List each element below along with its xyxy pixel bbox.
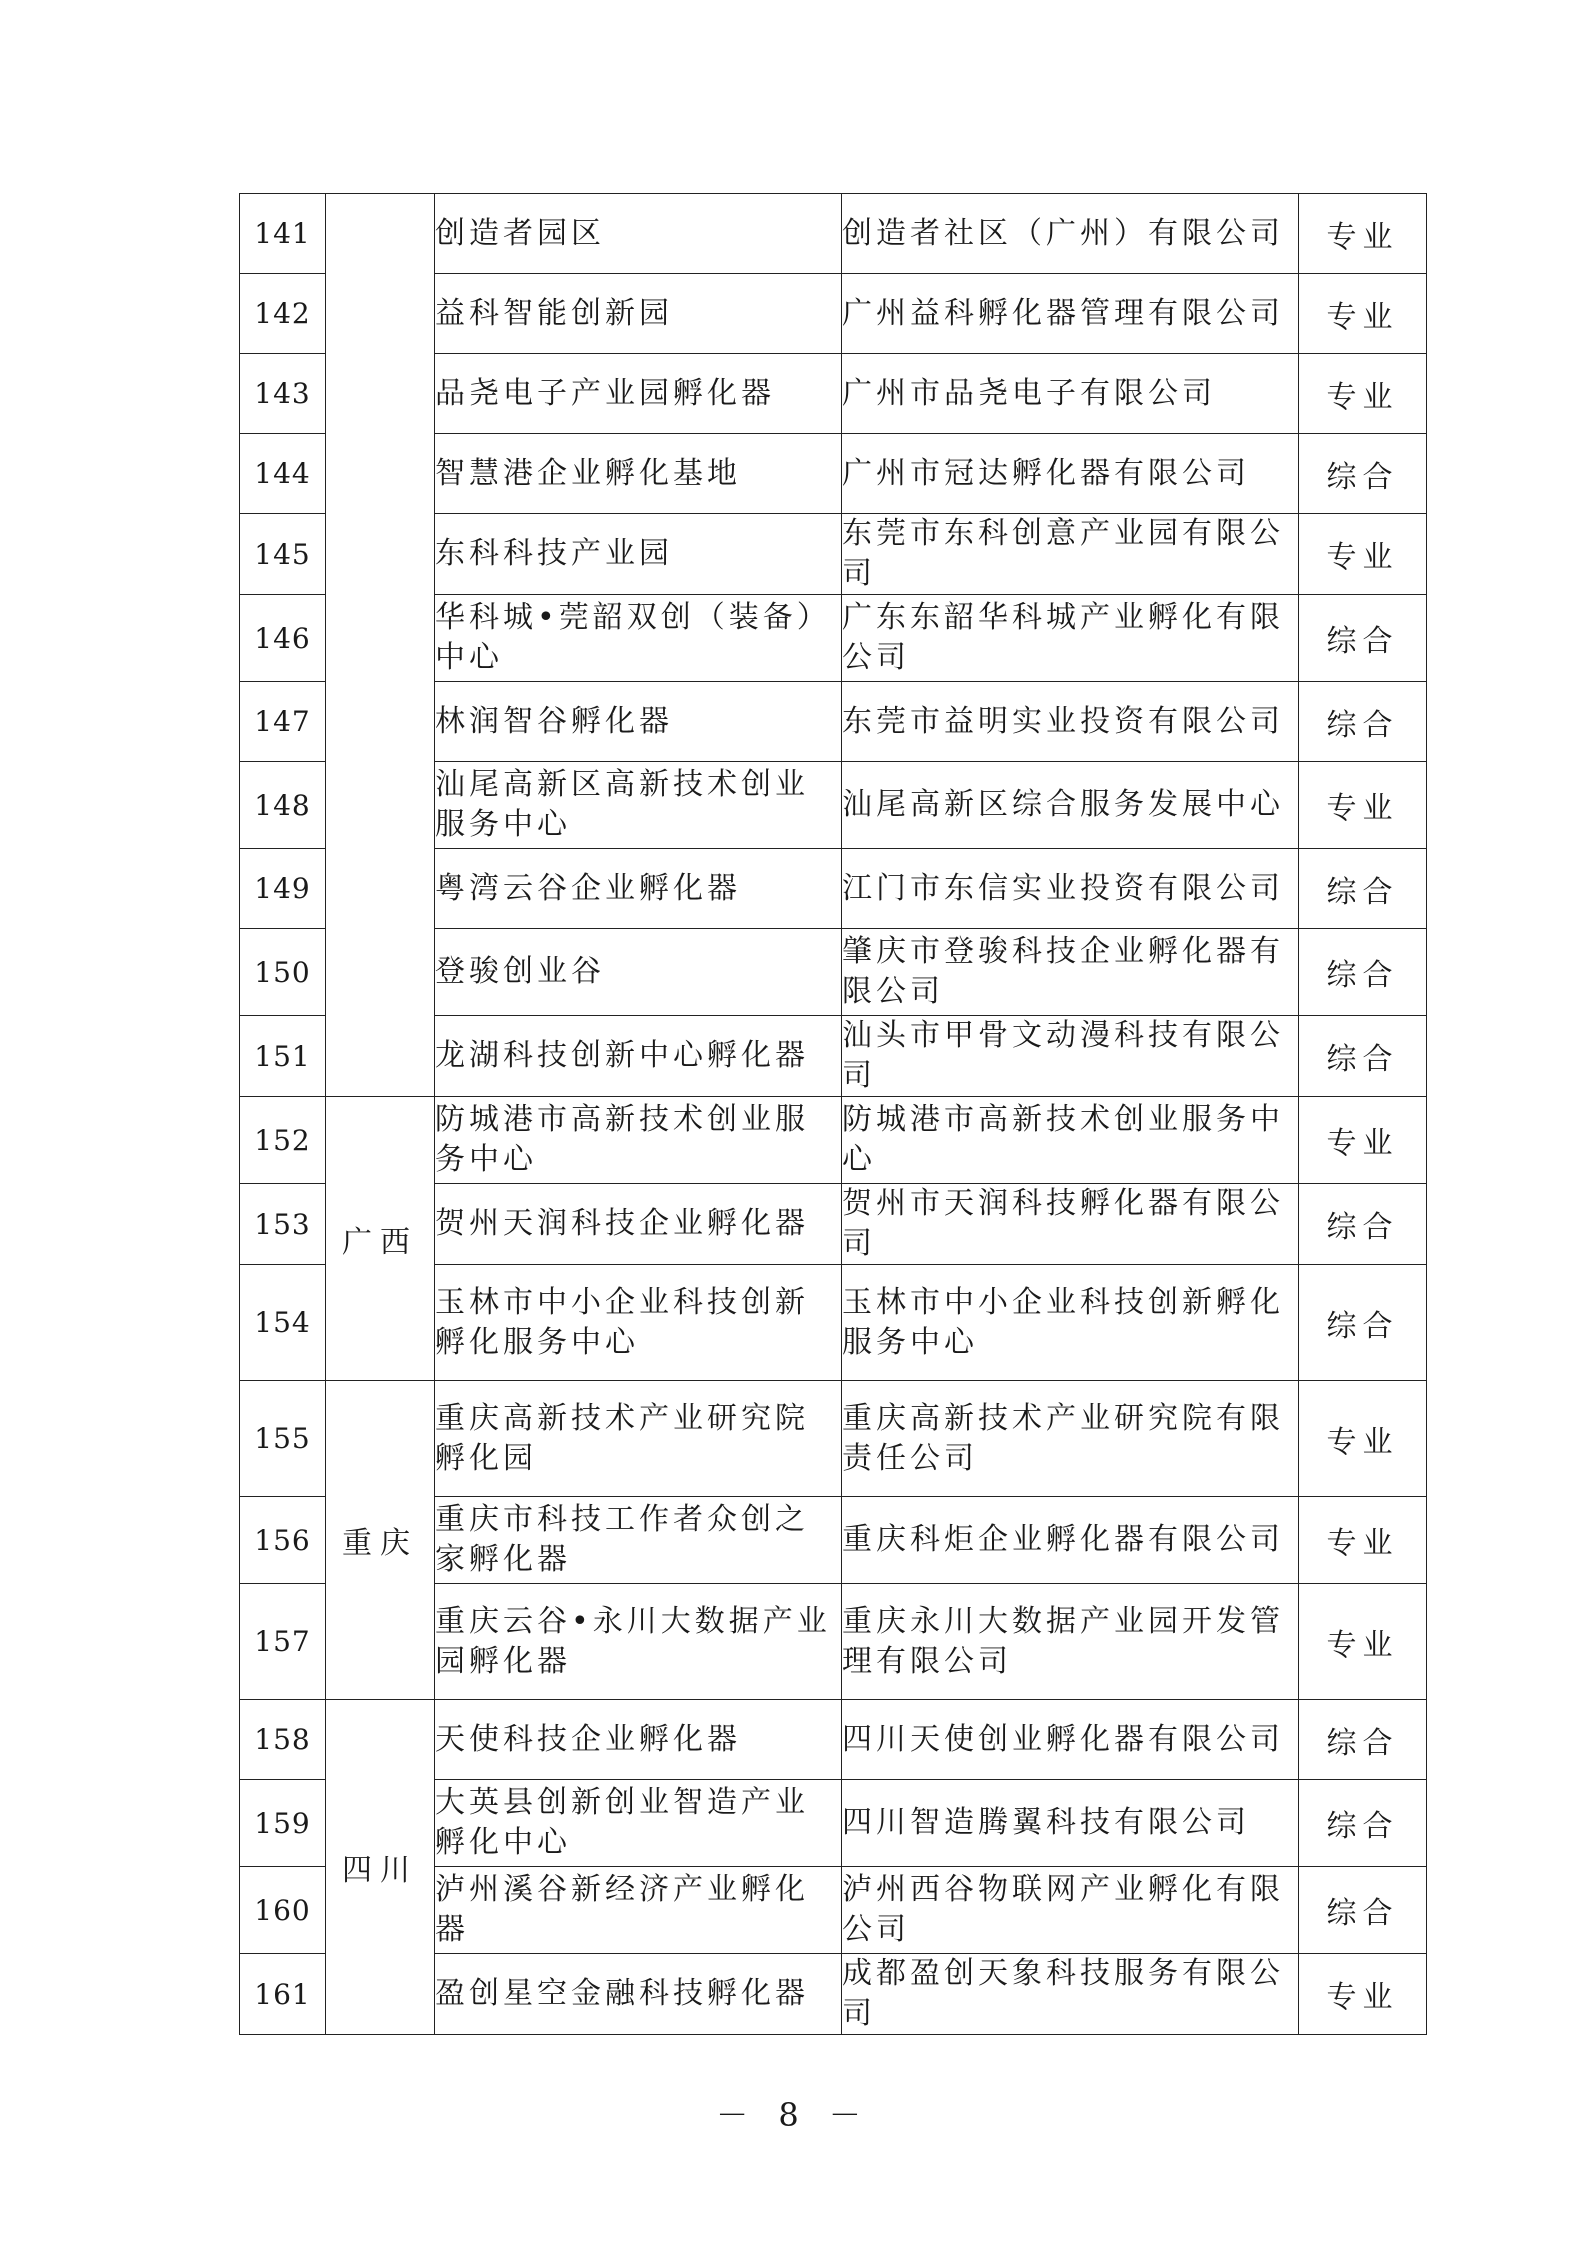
province-cell: 重庆: [326, 1381, 435, 1700]
incubator-name: 大英县创新创业智造产业孵化中心: [435, 1780, 842, 1867]
row-number: 145: [240, 514, 326, 595]
row-number: 156: [240, 1497, 326, 1584]
incubator-type: 综合: [1299, 1700, 1427, 1780]
operating-company: 防城港市高新技术创业服务中心: [842, 1097, 1299, 1184]
incubator-type: 综合: [1299, 682, 1427, 762]
row-number: 148: [240, 762, 326, 849]
row-number: 143: [240, 354, 326, 434]
incubator-type: 综合: [1299, 1780, 1427, 1867]
row-number: 149: [240, 849, 326, 929]
incubator-type: 综合: [1299, 1867, 1427, 1954]
incubator-type: 综合: [1299, 929, 1427, 1016]
operating-company: 广州市冠达孵化器有限公司: [842, 434, 1299, 514]
incubator-name: 粤湾云谷企业孵化器: [435, 849, 842, 929]
operating-company: 东莞市益明实业投资有限公司: [842, 682, 1299, 762]
row-number: 158: [240, 1700, 326, 1780]
incubator-type: 专业: [1299, 514, 1427, 595]
incubator-name: 重庆市科技工作者众创之家孵化器: [435, 1497, 842, 1584]
incubator-type: 专业: [1299, 1381, 1427, 1497]
row-number: 154: [240, 1265, 326, 1381]
operating-company: 肇庆市登骏科技企业孵化器有限公司: [842, 929, 1299, 1016]
operating-company: 重庆永川大数据产业园开发管理有限公司: [842, 1584, 1299, 1700]
row-number: 155: [240, 1381, 326, 1497]
row-number: 144: [240, 434, 326, 514]
incubator-type: 专业: [1299, 354, 1427, 434]
operating-company: 成都盈创天象科技服务有限公司: [842, 1954, 1299, 2035]
incubator-name: 登骏创业谷: [435, 929, 842, 1016]
incubator-name: 泸州溪谷新经济产业孵化器: [435, 1867, 842, 1954]
incubator-type: 综合: [1299, 1184, 1427, 1265]
incubator-name: 汕尾高新区高新技术创业服务中心: [435, 762, 842, 849]
operating-company: 创造者社区（广州）有限公司: [842, 194, 1299, 274]
incubator-type: 专业: [1299, 1954, 1427, 2035]
table-row: [240, 194, 1427, 274]
incubator-type: 专业: [1299, 1497, 1427, 1584]
operating-company: 东莞市东科创意产业园有限公司: [842, 514, 1299, 595]
operating-company: 广州市品尧电子有限公司: [842, 354, 1299, 434]
row-number: 147: [240, 682, 326, 762]
incubator-type: 综合: [1299, 1265, 1427, 1381]
row-number: 157: [240, 1584, 326, 1700]
incubator-name: 天使科技企业孵化器: [435, 1700, 842, 1780]
operating-company: 四川智造腾翼科技有限公司: [842, 1780, 1299, 1867]
incubator-name: 智慧港企业孵化基地: [435, 434, 842, 514]
incubator-name: 林润智谷孵化器: [435, 682, 842, 762]
operating-company: 玉林市中小企业科技创新孵化服务中心: [842, 1265, 1299, 1381]
row-number: 151: [240, 1016, 326, 1097]
incubator-type: 专业: [1299, 274, 1427, 354]
operating-company: 汕头市甲骨文动漫科技有限公司: [842, 1016, 1299, 1097]
incubator-name: 华科城•莞韶双创（装备）中心: [435, 595, 842, 682]
row-number: 146: [240, 595, 326, 682]
incubator-name: 品尧电子产业园孵化器: [435, 354, 842, 434]
incubator-type: 综合: [1299, 849, 1427, 929]
row-number: 141: [240, 194, 326, 274]
incubator-type: 专业: [1299, 1584, 1427, 1700]
incubator-type: 专业: [1299, 762, 1427, 849]
operating-company: 泸州西谷物联网产业孵化有限公司: [842, 1867, 1299, 1954]
incubator-name: 玉林市中小企业科技创新孵化服务中心: [435, 1265, 842, 1381]
incubator-name: 东科科技产业园: [435, 514, 842, 595]
incubator-name: 防城港市高新技术创业服务中心: [435, 1097, 842, 1184]
incubator-type: 综合: [1299, 595, 1427, 682]
incubator-type: 专业: [1299, 194, 1427, 274]
row-number: 153: [240, 1184, 326, 1265]
province-cell: [326, 194, 435, 1097]
row-number: 160: [240, 1867, 326, 1954]
row-number: 159: [240, 1780, 326, 1867]
table-row: [240, 1700, 1427, 1780]
operating-company: 广东东韶华科城产业孵化有限公司: [842, 595, 1299, 682]
operating-company: 贺州市天润科技孵化器有限公司: [842, 1184, 1299, 1265]
incubator-type: 综合: [1299, 434, 1427, 514]
operating-company: 江门市东信实业投资有限公司: [842, 849, 1299, 929]
row-number: 152: [240, 1097, 326, 1184]
table-row: [240, 1097, 1427, 1184]
operating-company: 重庆高新技术产业研究院有限责任公司: [842, 1381, 1299, 1497]
incubator-name: 龙湖科技创新中心孵化器: [435, 1016, 842, 1097]
province-cell: 广西: [326, 1097, 435, 1381]
incubator-name: 创造者园区: [435, 194, 842, 274]
province-cell: 四川: [326, 1700, 435, 2035]
table-row: [240, 1381, 1427, 1497]
incubator-name: 益科智能创新园: [435, 274, 842, 354]
page-number: － 8 －: [716, 2096, 871, 2134]
row-number: 142: [240, 274, 326, 354]
incubator-name: 重庆云谷•永川大数据产业园孵化器: [435, 1584, 842, 1700]
operating-company: 汕尾高新区综合服务发展中心: [842, 762, 1299, 849]
operating-company: 四川天使创业孵化器有限公司: [842, 1700, 1299, 1780]
incubator-name: 盈创星空金融科技孵化器: [435, 1954, 842, 2035]
incubator-type: 专业: [1299, 1097, 1427, 1184]
incubator-name: 重庆高新技术产业研究院孵化园: [435, 1381, 842, 1497]
row-number: 150: [240, 929, 326, 1016]
incubator-list-table: [239, 193, 1427, 2035]
operating-company: 重庆科炬企业孵化器有限公司: [842, 1497, 1299, 1584]
operating-company: 广州益科孵化器管理有限公司: [842, 274, 1299, 354]
row-number: 161: [240, 1954, 326, 2035]
incubator-type: 综合: [1299, 1016, 1427, 1097]
incubator-name: 贺州天润科技企业孵化器: [435, 1184, 842, 1265]
